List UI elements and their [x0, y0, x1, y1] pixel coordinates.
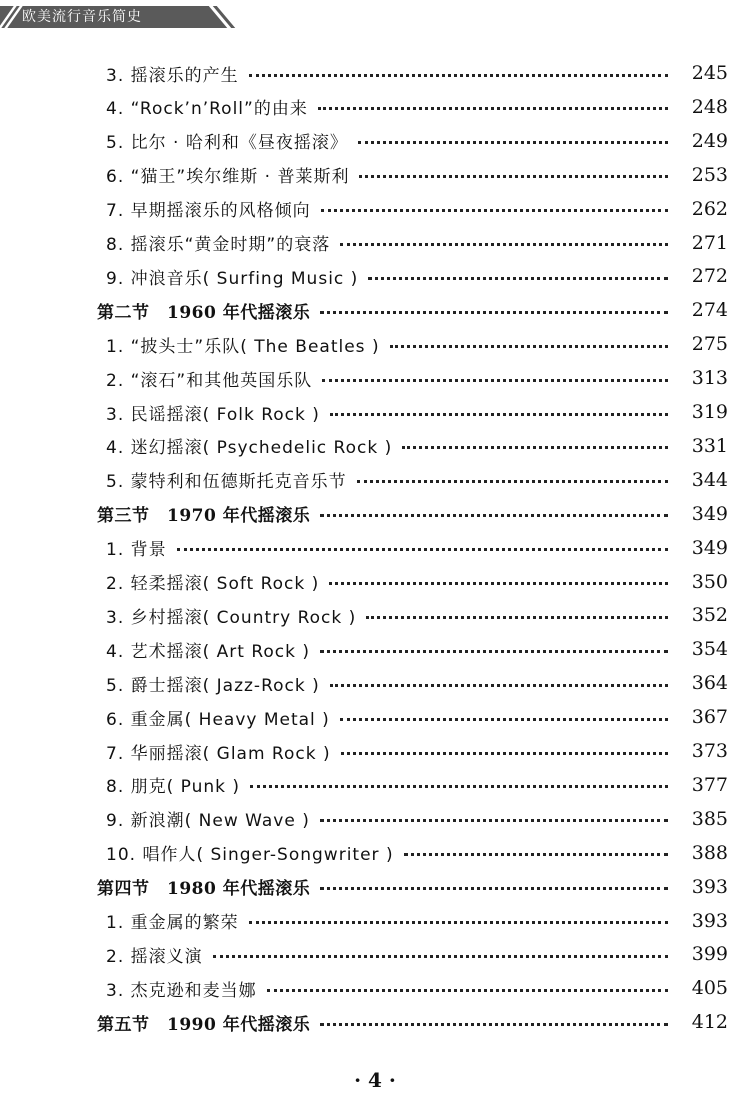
dot-leader: [322, 379, 668, 382]
section-title: 第四节 1980 年代摇滚乐: [97, 879, 311, 900]
toc-entry: [106, 802, 728, 836]
toc-entry: [97, 870, 728, 904]
toc-entry: [106, 734, 728, 768]
dot-leader: [358, 141, 668, 144]
toc-entry: [106, 904, 728, 938]
item-title: 7. 华丽摇滚( Glam Rock ): [106, 743, 331, 764]
toc-item-row: [0, 226, 750, 260]
toc-entry: [106, 226, 728, 260]
toc-page-number: 331: [691, 434, 728, 457]
toc-item-row: [0, 531, 750, 565]
toc-page-number: 412: [691, 1011, 728, 1034]
toc-item-row: [0, 395, 750, 429]
toc-page-number: 377: [691, 773, 728, 796]
toc-entry: [106, 971, 728, 1005]
toc-entry: [106, 192, 728, 226]
item-title: 3. 杰克逊和麦当娜: [106, 980, 257, 1001]
toc-item-row: [0, 124, 750, 158]
toc-entry: [97, 1005, 728, 1039]
dot-leader: [318, 107, 668, 110]
toc-entry: [106, 700, 728, 734]
toc-item-row: [0, 90, 750, 124]
dot-leader: [359, 175, 668, 178]
toc-page-number: 271: [691, 231, 728, 254]
dot-leader: [340, 718, 668, 721]
toc-page-number: 248: [691, 95, 728, 118]
item-title: 5. 爵士摇滚( Jazz-Rock ): [106, 675, 320, 696]
toc-entry: [97, 293, 728, 327]
toc-page-number: 274: [691, 299, 728, 322]
toc-page-number: 313: [691, 367, 728, 390]
page-number: · 4 ·: [354, 1068, 396, 1092]
toc-item-row: [0, 971, 750, 1005]
toc-page-number: 352: [691, 604, 728, 627]
section-title: 第五节 1990 年代摇滚乐: [97, 1014, 311, 1035]
toc-page-number: 262: [691, 197, 728, 220]
toc-page-number: 349: [691, 502, 728, 525]
toc-item-row: [0, 937, 750, 971]
toc-page-number: 245: [691, 62, 728, 84]
toc-section-row: [0, 1005, 750, 1039]
dot-leader: [213, 955, 668, 958]
toc-page-number: 385: [691, 807, 728, 830]
toc-entry: [106, 361, 728, 395]
dot-leader: [177, 548, 668, 551]
toc-entry: [106, 598, 728, 632]
toc-page-number: 350: [691, 570, 728, 593]
item-title: 2. 摇滚义演: [106, 946, 203, 967]
dot-leader: [330, 413, 668, 416]
dot-leader: [402, 446, 668, 449]
item-title: 9. 冲浪音乐( Surfing Music ): [106, 268, 359, 289]
toc-entry: [106, 768, 728, 802]
toc-page-number: 249: [691, 129, 728, 152]
toc-page-number: 272: [691, 265, 728, 288]
toc-item-row: [0, 836, 750, 870]
toc-page-number: 349: [691, 536, 728, 559]
toc-item-row: [0, 802, 750, 836]
dot-leader: [249, 74, 668, 77]
item-title: 10. 唱作人( Singer-Songwriter ): [106, 845, 394, 866]
item-title: 3. 乡村摇滚( Country Rock ): [106, 607, 357, 628]
dot-leader: [320, 514, 668, 517]
toc-page-number: 405: [691, 977, 728, 1000]
dot-leader: [320, 650, 668, 653]
dot-leader: [341, 752, 668, 755]
item-title: 9. 新浪潮( New Wave ): [106, 811, 310, 832]
dot-leader: [249, 921, 668, 924]
toc-entry: [106, 463, 728, 497]
dot-leader: [329, 582, 668, 585]
toc-item-row: [0, 632, 750, 666]
dot-leader: [267, 989, 668, 992]
dot-leader: [340, 243, 668, 246]
item-title: 7. 早期摇滚乐的风格倾向: [106, 201, 311, 222]
toc-item-row: [0, 734, 750, 768]
toc-entry: [106, 937, 728, 971]
dot-leader: [321, 209, 668, 212]
dot-leader: [320, 1023, 668, 1026]
toc-entry: [106, 632, 728, 666]
toc-page-number: 393: [691, 909, 728, 932]
toc-item-row: [0, 565, 750, 599]
item-title: 8. 摇滚乐“黄金时期”的衰落: [106, 235, 331, 255]
toc-page-number: 373: [691, 740, 728, 762]
toc-page-number: 319: [691, 401, 728, 423]
toc-page-number: 367: [691, 706, 728, 729]
toc-entry: [106, 327, 728, 361]
toc-page-number: 399: [691, 943, 728, 966]
book-title: 欧美流行音乐简史: [22, 9, 142, 25]
toc-item-row: [0, 158, 750, 192]
item-title: 1. 背景: [106, 540, 167, 561]
toc-page-number: 354: [691, 638, 728, 661]
toc-item-row: [0, 259, 750, 293]
toc-section-row: [0, 870, 750, 904]
toc-page-number: 253: [691, 163, 728, 186]
toc-item-row: [0, 429, 750, 463]
header-tail-decoration: [196, 6, 236, 28]
dot-leader: [320, 311, 668, 314]
toc-item-row: [0, 768, 750, 802]
item-title: 6. 重金属( Heavy Metal ): [106, 709, 330, 730]
toc-page-number: 388: [691, 841, 728, 864]
toc-entry: [106, 90, 728, 124]
item-title: 3. 民谣摇滚( Folk Rock ): [106, 404, 320, 425]
dot-leader: [390, 345, 668, 348]
toc-item-row: [0, 192, 750, 226]
dot-leader: [330, 684, 668, 687]
running-header: [0, 6, 750, 28]
item-title: 4. “Rock’n’Roll”的由来: [106, 99, 308, 120]
toc-item-row: [0, 598, 750, 632]
toc-item-row: [0, 361, 750, 395]
toc-page-number: 344: [691, 468, 728, 491]
item-title: 6. “猫王”埃尔维斯 · 普莱斯利: [106, 167, 350, 188]
dot-leader: [320, 819, 668, 822]
header-stripes-decoration: [2, 6, 24, 28]
item-title: 5. 蒙特利和伍德斯托克音乐节: [106, 472, 347, 493]
toc-item-row: [0, 700, 750, 734]
toc-item-row: [0, 327, 750, 361]
section-title: 第二节 1960 年代摇滚乐: [97, 302, 311, 323]
item-title: 2. 轻柔摇滚( Soft Rock ): [106, 574, 320, 594]
toc-entry: [106, 124, 728, 158]
dot-leader: [366, 616, 668, 619]
section-title: 第三节 1970 年代摇滚乐: [97, 506, 311, 527]
item-title: 1. 重金属的繁荣: [106, 913, 239, 933]
item-title: 1. “披头士”乐队( The Beatles ): [106, 336, 380, 357]
toc-page-number: 275: [691, 333, 728, 356]
toc-entry: [106, 429, 728, 463]
toc-section-row: [0, 497, 750, 531]
toc-item-row: [0, 904, 750, 938]
toc-section-row: [0, 293, 750, 327]
item-title: 2. “滚石”和其他英国乐队: [106, 370, 313, 391]
toc-item-row: [0, 56, 750, 90]
dot-leader: [368, 277, 668, 280]
toc-entry: [106, 395, 728, 429]
dot-leader: [404, 853, 668, 856]
item-title: 5. 比尔 · 哈利和《昼夜摇滚》: [106, 133, 348, 154]
dot-leader: [250, 785, 668, 788]
item-title: 4. 艺术摇滚( Art Rock ): [106, 641, 311, 662]
dot-leader: [357, 480, 668, 483]
item-title: 8. 朋克( Punk ): [106, 777, 241, 798]
toc-item-row: [0, 463, 750, 497]
toc-entry: [106, 259, 728, 293]
toc-entry: [106, 836, 728, 870]
toc-entry: [106, 565, 728, 599]
dot-leader: [320, 887, 668, 890]
toc-page-number: 393: [691, 875, 728, 898]
toc-entry: [106, 56, 728, 90]
toc-page-number: 364: [691, 672, 728, 695]
item-title: 4. 迷幻摇滚( Psychedelic Rock ): [106, 438, 393, 459]
toc-entry: [106, 666, 728, 700]
toc-entry: [106, 158, 728, 192]
toc-entry: [106, 531, 728, 565]
toc-item-row: [0, 666, 750, 700]
item-title: 3. 摇滚乐的产生: [106, 65, 239, 86]
toc-entry: [97, 497, 728, 531]
